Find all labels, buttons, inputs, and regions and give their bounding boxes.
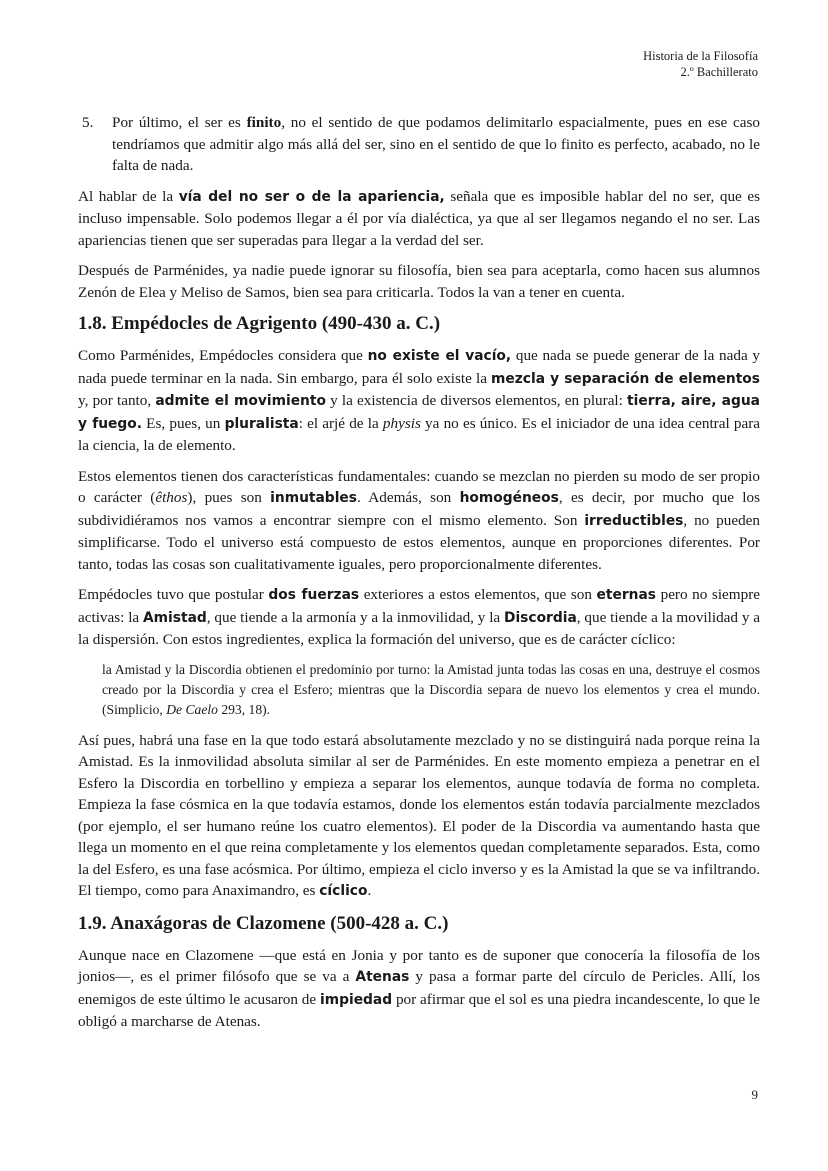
section-heading-empedocles: 1.8. Empédocles de Agrigento (490-430 a. C.) (78, 313, 441, 334)
list-item-5 (78, 112, 760, 177)
section-heading-anaxagoras: 1.9. Anaxágoras de Clazomene (500-428 a. C.) (78, 912, 449, 934)
header-subject: Historia de la Filosofía (643, 49, 758, 63)
list-item-text: Por último, el ser es finito, no el sentido de que podamos delimitarlo espacialmente, pues en ese caso tendríamos que admitir algo más allá del ser, sino en el sentido de que lo finito es perfecto, acabado, no le falta de nada. (112, 114, 761, 174)
header-course: 2.º Bachillerato (680, 65, 758, 79)
page-number: 9 (751, 1087, 758, 1102)
paragraph-via-no-ser: Al hablar de la vía del no ser o de la apariencia, señala que es imposible hablar del no ser, que es incluso impensable. Solo podemos llegar a él por vía dialéctica, ya que al ser llegamos negando el no ser. Las apariencias tienen que ser superadas para llegar a la verdad del ser. (78, 187, 760, 249)
block-quote-simplicio: la Amistad y la Discordia obtienen el predominio por turno: la Amistad junta todas las cosas en una, destruye el cosmos creado por la Discordia y crea el Esfero; mientras que la Discordia separa de nuevo los elementos y crea el mundo. (Simplicio, De Caelo 293, 18). (102, 661, 760, 717)
paragraph-anaxagoras: Aunque nace en Clazomene —que está en Jonia y por tanto es de suponer que conocería la filosofía de los jonios—, es el primer filósofo que se va a Atenas y pasa a formar parte del círculo de Pericles. Allí, los enemigos de este último le acusaron de impiedad por afirmar que el sol es una piedra incandescente, lo que le obligó a marcharse de Atenas. (78, 946, 760, 1030)
paragraph-empedocles-2: Estos elementos tienen dos características fundamentales: cuando se mezclan no pierden su modo de ser propio o carácter (êthos), pues son inmutables. Además, son homogéneos, es decir, por mucho que los subdividiéramos nos vamos a encontrar siempre con el mismo elemento. Son irreductibles, no pueden simplificarse. Todo el universo está compuesto de estos elementos, aunque en proporciones diferentes. Por tanto, todas las cosas son cualitativamente iguales, pero proporcionalmente diferentes. (78, 467, 760, 573)
paragraph-despues-parmenides: Después de Parménides, ya nadie puede ignorar su filosofía, bien sea para aceptarla, como hacen sus alumnos Zenón de Elea y Meliso de Samos, bien sea para criticarla. Todos la van a tener en cuenta. (78, 262, 760, 301)
paragraph-empedocles-3: Empédocles tuvo que postular dos fuerzas exteriores a estos elementos, que son eternas pero no siempre activas: la Amistad, que tiende a la armonía y a la inmovilidad, y la Discordia, que tiende a la movilidad y a la dispersión. Con estos ingredientes, explica la formación del universo, que es de carácter cíclico: (78, 586, 760, 648)
paragraph-empedocles-1: Como Parménides, Empédocles considera que no existe el vacío, que nada se puede generar de la nada y nada puede terminar en la nada. Sin embargo, para él solo existe la mezcla y separación de elementos y, por tanto, admite el movimiento y la existencia de diversos elementos, en plural: tierra, aire, agua y fuego. Es, pues, un pluralista: el arjé de la physis ya no es único. Es el iniciador de una idea central para la ciencia, la de elemento. (78, 347, 761, 454)
list-number: 5. (82, 114, 94, 131)
page-header (643, 48, 758, 80)
page-content (78, 112, 760, 1042)
paragraph-empedocles-4: Así pues, habrá una fase en la que todo estará absolutamente mezclado y no se distinguirá nada porque reina la Amistad. Es la inmovilidad absoluta similar al ser de Parménides. En este momento empieza a penetrar en el Esfero la Discordia en torbellino y empieza a separar los elementos, aunque todavía de forma no completa. Empieza la fase cósmica en la que todavía estamos, donde los elementos están todavía parcialmente mezclados (por ejemplo, el ser humano reúne los cuatro elementos). El poder de la Discordia va aumentando hasta que llega un momento en el que reina completamente y los elementos quedan completamente separados. Esta, como la del Esfero, es una fase acósmica. Por último, empieza el ciclo inverso y es la Amistad la que se va infiltrando. El tiempo, como para Anaximandro, es cíclico. (78, 731, 760, 899)
